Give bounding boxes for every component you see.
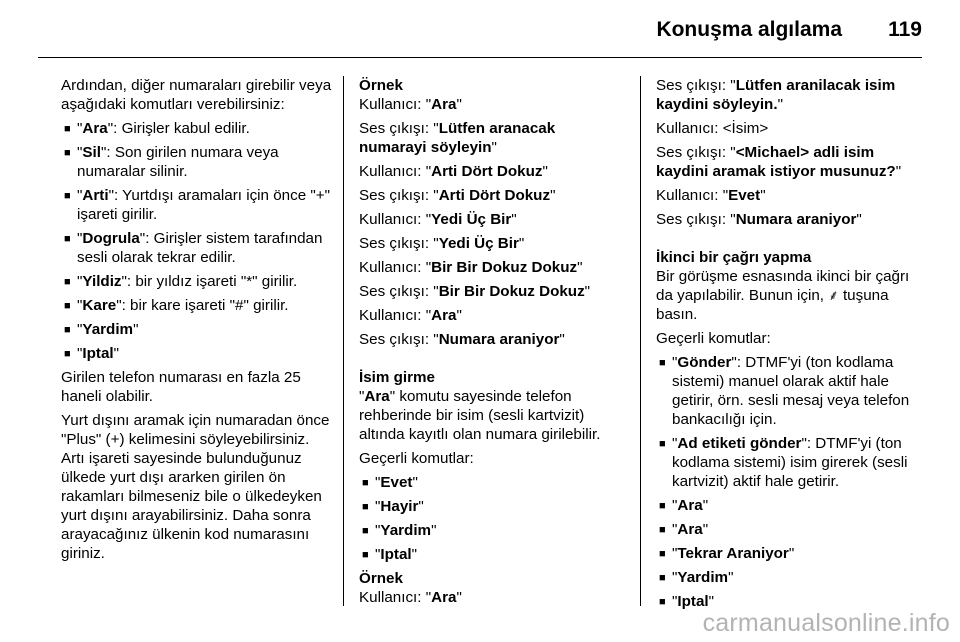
watermark: carmanualsonline.info — [702, 609, 950, 637]
section-heading: İkinci bir çağrı yapma — [656, 249, 812, 266]
speaker: Kullanıcı: — [359, 307, 426, 324]
speaker: Kullanıcı: — [359, 163, 426, 180]
speaker: Kullanıcı: — [359, 211, 426, 228]
bullet-square-icon: ■ — [64, 123, 71, 135]
command-description: : bir yıldız işareti "*" girilir. — [126, 273, 298, 290]
list-item: ■ "Yildiz": bir yıldız işareti "*" girilir. — [64, 273, 298, 290]
list-item: ■ "Hayir" — [362, 498, 424, 515]
bullet-square-icon: ■ — [64, 147, 71, 159]
column-2 — [359, 76, 625, 612]
column-divider-1 — [343, 76, 344, 606]
dialog-line: Ses çıkışı: "Yedi Üç Bir" — [359, 235, 525, 252]
list-item: ■ "Ara" — [659, 497, 709, 514]
command-list — [359, 473, 625, 564]
dialog-line: Kullanıcı: "Arti Dört Dokuz" — [359, 163, 548, 180]
dialog-line: Kullanıcı: "Yedi Üç Bir" — [359, 211, 517, 228]
dialog-line: Kullanıcı: "Bir Bir Dokuz Dokuz" — [359, 259, 583, 276]
list-item: ■ "Dogrula": Girişler sistem tarafından sesli olarak tekrar edilir. — [64, 230, 323, 266]
list-item: ■ "Kare": bir kare işareti "#" girilir. — [64, 297, 289, 314]
speaker: Ses çıkışı: — [359, 187, 434, 204]
paragraph: Yurt dışını aramak için numaradan önce "Plus" (+) kelimesini söyleyebilirsiniz. Artı işareti sayesinde bulunduğunuz ülkede yurt dışı ararken girilen ön rakamları bilmeseniz bile o ülkedeyken yurt dışını arayabilirsiniz. Daha sonra arayacağınız ülkenin kod numarasını giriniz. — [61, 412, 330, 562]
bullet-square-icon: ■ — [659, 596, 666, 608]
bullet-square-icon: ■ — [659, 572, 666, 584]
spoken-text: Lütfen aranilacak isim kaydini söyleyin. — [656, 77, 896, 113]
command-description: : bir kare işareti "#" girilir. — [121, 297, 289, 314]
speaker: Ses çıkışı: — [656, 211, 731, 228]
paragraph: Girilen telefon numarası en fazla 25 haneli olabilir. — [61, 369, 301, 405]
list-item: ■ "Yardim" — [362, 522, 437, 539]
spoken-text: Bir Bir Dokuz Dokuz — [431, 259, 578, 276]
list-item: ■ "Yardim" — [64, 321, 139, 338]
bullet-square-icon: ■ — [659, 500, 666, 512]
dialog-line: Ses çıkışı: "<Michael> adli isim kaydini aramak istiyor musunuz?" — [656, 144, 902, 180]
list-item: ■ "Ara": Girişler kabul edilir. — [64, 120, 250, 137]
command-list — [61, 119, 333, 363]
command-text: Evet — [380, 474, 413, 491]
dialog-line — [656, 119, 924, 138]
spoken-text: <Michael> adli isim kaydini aramak istiyor musunuz? — [656, 144, 896, 180]
dialog-line: Kullanıcı: "Ara" — [359, 307, 462, 324]
section-body: komutu sayesinde telefon rehberinde bir isim (sesli kartvizit) altında kayıtlı olan numara girilebilir. — [359, 388, 601, 443]
list-item: ■ "Evet" — [362, 474, 418, 491]
bullet-square-icon: ■ — [659, 524, 666, 536]
speaker: Kullanıcı: — [359, 96, 426, 113]
list-item: ■ "Tekrar Araniyor" — [659, 545, 795, 562]
command-text: Yardim — [677, 569, 729, 586]
dialog-line: Kullanıcı: "Evet" — [656, 187, 766, 204]
bullet-square-icon: ■ — [64, 324, 71, 336]
bullet-square-icon: ■ — [659, 357, 666, 369]
list-item: ■ "Ara" — [659, 521, 709, 538]
dialog-line: Kullanıcı: "Ara" — [359, 96, 462, 113]
command-text: Yardim — [380, 522, 432, 539]
bullet-square-icon: ■ — [362, 477, 369, 489]
list-item: ■ "Iptal" — [659, 593, 715, 610]
command-text: Iptal — [677, 593, 709, 610]
voice-call-icon: ⸙ — [828, 287, 839, 303]
command-text: Gönder — [677, 354, 732, 371]
spoken-text: Numara araniyor — [735, 211, 857, 228]
spoken-text: Yedi Üç Bir — [431, 211, 512, 228]
command-description: : Girişler kabul edilir. — [113, 120, 250, 137]
speaker: Kullanıcı: — [359, 589, 426, 606]
command-text: Tekrar Araniyor — [677, 545, 789, 562]
command-text: Iptal — [82, 345, 114, 362]
column-divider-2 — [640, 76, 641, 606]
command-description: : Son girilen numara veya numaralar silinir. — [77, 144, 279, 180]
command-text: Dogrula — [82, 230, 140, 247]
spoken-text: Arti Dört Dokuz — [431, 163, 543, 180]
command-text: Iptal — [380, 546, 412, 563]
speaker: Ses çıkışı: — [359, 331, 434, 348]
list-item: ■ "Yardim" — [659, 569, 734, 586]
command-description: : Girişler sistem tarafından sesli olarak tekrar edilir. — [77, 230, 323, 266]
dialog-line: Ses çıkışı: "Bir Bir Dokuz Dokuz" — [359, 283, 591, 300]
spoken-text: Arti Dört Dokuz — [438, 187, 551, 204]
column-1 — [61, 76, 333, 568]
command-list — [656, 353, 924, 611]
dialog-line: Ses çıkışı: "Numara araniyor" — [359, 331, 565, 348]
speaker: Ses çıkışı: — [359, 235, 434, 252]
speaker: Kullanıcı: — [359, 259, 426, 276]
bullet-square-icon: ■ — [64, 348, 71, 360]
speaker: Ses çıkışı: — [359, 120, 434, 137]
dialog-line: Ses çıkışı: "Lütfen aranacak numarayi söyleyin" — [359, 120, 556, 156]
list-item: ■ "Arti": Yurtdışı aramaları için önce "+" işareti girilir. — [64, 187, 331, 223]
commands-label: Geçerli komutlar: — [359, 450, 474, 467]
dialog-line: Ses çıkışı: "Numara araniyor" — [656, 211, 862, 228]
spoken-text: Evet — [728, 187, 761, 204]
dialog-line: Ses çıkışı: "Arti Dört Dokuz" — [359, 187, 556, 204]
command-text: Ara — [677, 497, 703, 514]
command-text: Hayir — [380, 498, 419, 515]
command-description: : Yurtdışı aramaları için önce "+" işareti girilir. — [77, 187, 331, 223]
section-text: Bir görüşme esnasında ikinci bir çağrı da yapılabilir. Bunun için, ⸙ tuşuna basın. — [656, 268, 910, 323]
commands-label: Geçerli komutlar: — [656, 330, 771, 347]
spoken-text: Yedi Üç Bir — [438, 235, 519, 252]
dialog-list — [656, 76, 924, 229]
example-heading: Örnek — [359, 77, 403, 94]
spoken-text: Bir Bir Dokuz Dokuz — [438, 283, 585, 300]
page-header — [0, 0, 960, 56]
speaker: Ses çıkışı: — [656, 144, 731, 161]
spoken-text: Numara araniyor — [438, 331, 560, 348]
list-item: ■ "Sil": Son girilen numara veya numaralar silinir. — [64, 144, 279, 180]
bullet-square-icon: ■ — [362, 525, 369, 537]
bullet-square-icon: ■ — [659, 548, 666, 560]
speaker: Kullanıcı: <İsim> — [656, 120, 769, 137]
bullet-square-icon: ■ — [659, 438, 666, 450]
command-description: : DTMF'yi (ton kodlama sistemi) manuel olarak aktif hale getirir, örn. sesli mesaj veya telefon bankacılığı için. — [672, 354, 910, 428]
dialog-line: Kullanıcı: "Ara" — [359, 589, 462, 606]
bullet-square-icon: ■ — [64, 300, 71, 312]
list-item: ■ "Iptal" — [362, 546, 418, 563]
spoken-text: Lütfen aranacak numarayi söyleyin — [359, 120, 556, 156]
command-description: : DTMF'yi (ton kodlama sistemi) isim girerek (sesli kartvizit) aktif hale getirir. — [672, 435, 908, 490]
command-text: Kare — [82, 297, 117, 314]
list-item: ■ "Ad etiketi gönder": DTMF'yi (ton kodlama sistemi) isim girerek (sesli kartvizit) aktif hale getirir. — [659, 435, 908, 490]
command-text: Ara — [364, 388, 390, 405]
spoken-text: Ara — [431, 307, 457, 324]
list-item: ■ "Gönder": DTMF'yi (ton kodlama sistemi) manuel olarak aktif hale getirir, örn. sesli mesaj veya telefon bankacılığı için. — [659, 354, 910, 428]
example-heading: Örnek — [359, 570, 403, 587]
intro-text: Ardından, diğer numaraları girebilir veya aşağıdaki komutları verebilirsiniz: — [61, 77, 332, 113]
column-3 — [656, 76, 924, 616]
header-rule — [38, 57, 922, 58]
command-text: Arti — [82, 187, 109, 204]
bullet-square-icon: ■ — [362, 501, 369, 513]
bullet-square-icon: ■ — [64, 190, 71, 202]
command-text: Sil — [82, 144, 101, 161]
command-text: Yardim — [82, 321, 134, 338]
page-title: Konuşma algılama — [656, 18, 842, 41]
speaker: Kullanıcı: — [656, 187, 723, 204]
dialog-list — [359, 95, 625, 349]
section-heading: İsim girme — [359, 369, 435, 386]
command-text: Ad etiketi gönder — [677, 435, 802, 452]
section-text: "Ara" komutu sayesinde telefon rehberinde bir isim (sesli kartvizit) altında kayıtlı olan numara girilebilir. — [359, 388, 601, 443]
bullet-square-icon: ■ — [64, 233, 71, 245]
page-number: 119 — [888, 18, 922, 41]
bullet-square-icon: ■ — [64, 276, 71, 288]
speaker: Ses çıkışı: — [656, 77, 731, 94]
speaker: Ses çıkışı: — [359, 283, 434, 300]
bullet-square-icon: ■ — [362, 549, 369, 561]
dialog-line: Ses çıkışı: "Lütfen aranilacak isim kaydini söyleyin." — [656, 77, 896, 113]
command-text: Yildiz — [82, 273, 122, 290]
command-text: Ara — [82, 120, 108, 137]
spoken-text: Ara — [431, 589, 457, 606]
spoken-text: Ara — [431, 96, 457, 113]
list-item: ■ "Iptal" — [64, 345, 120, 362]
command-text: Ara — [677, 521, 703, 538]
